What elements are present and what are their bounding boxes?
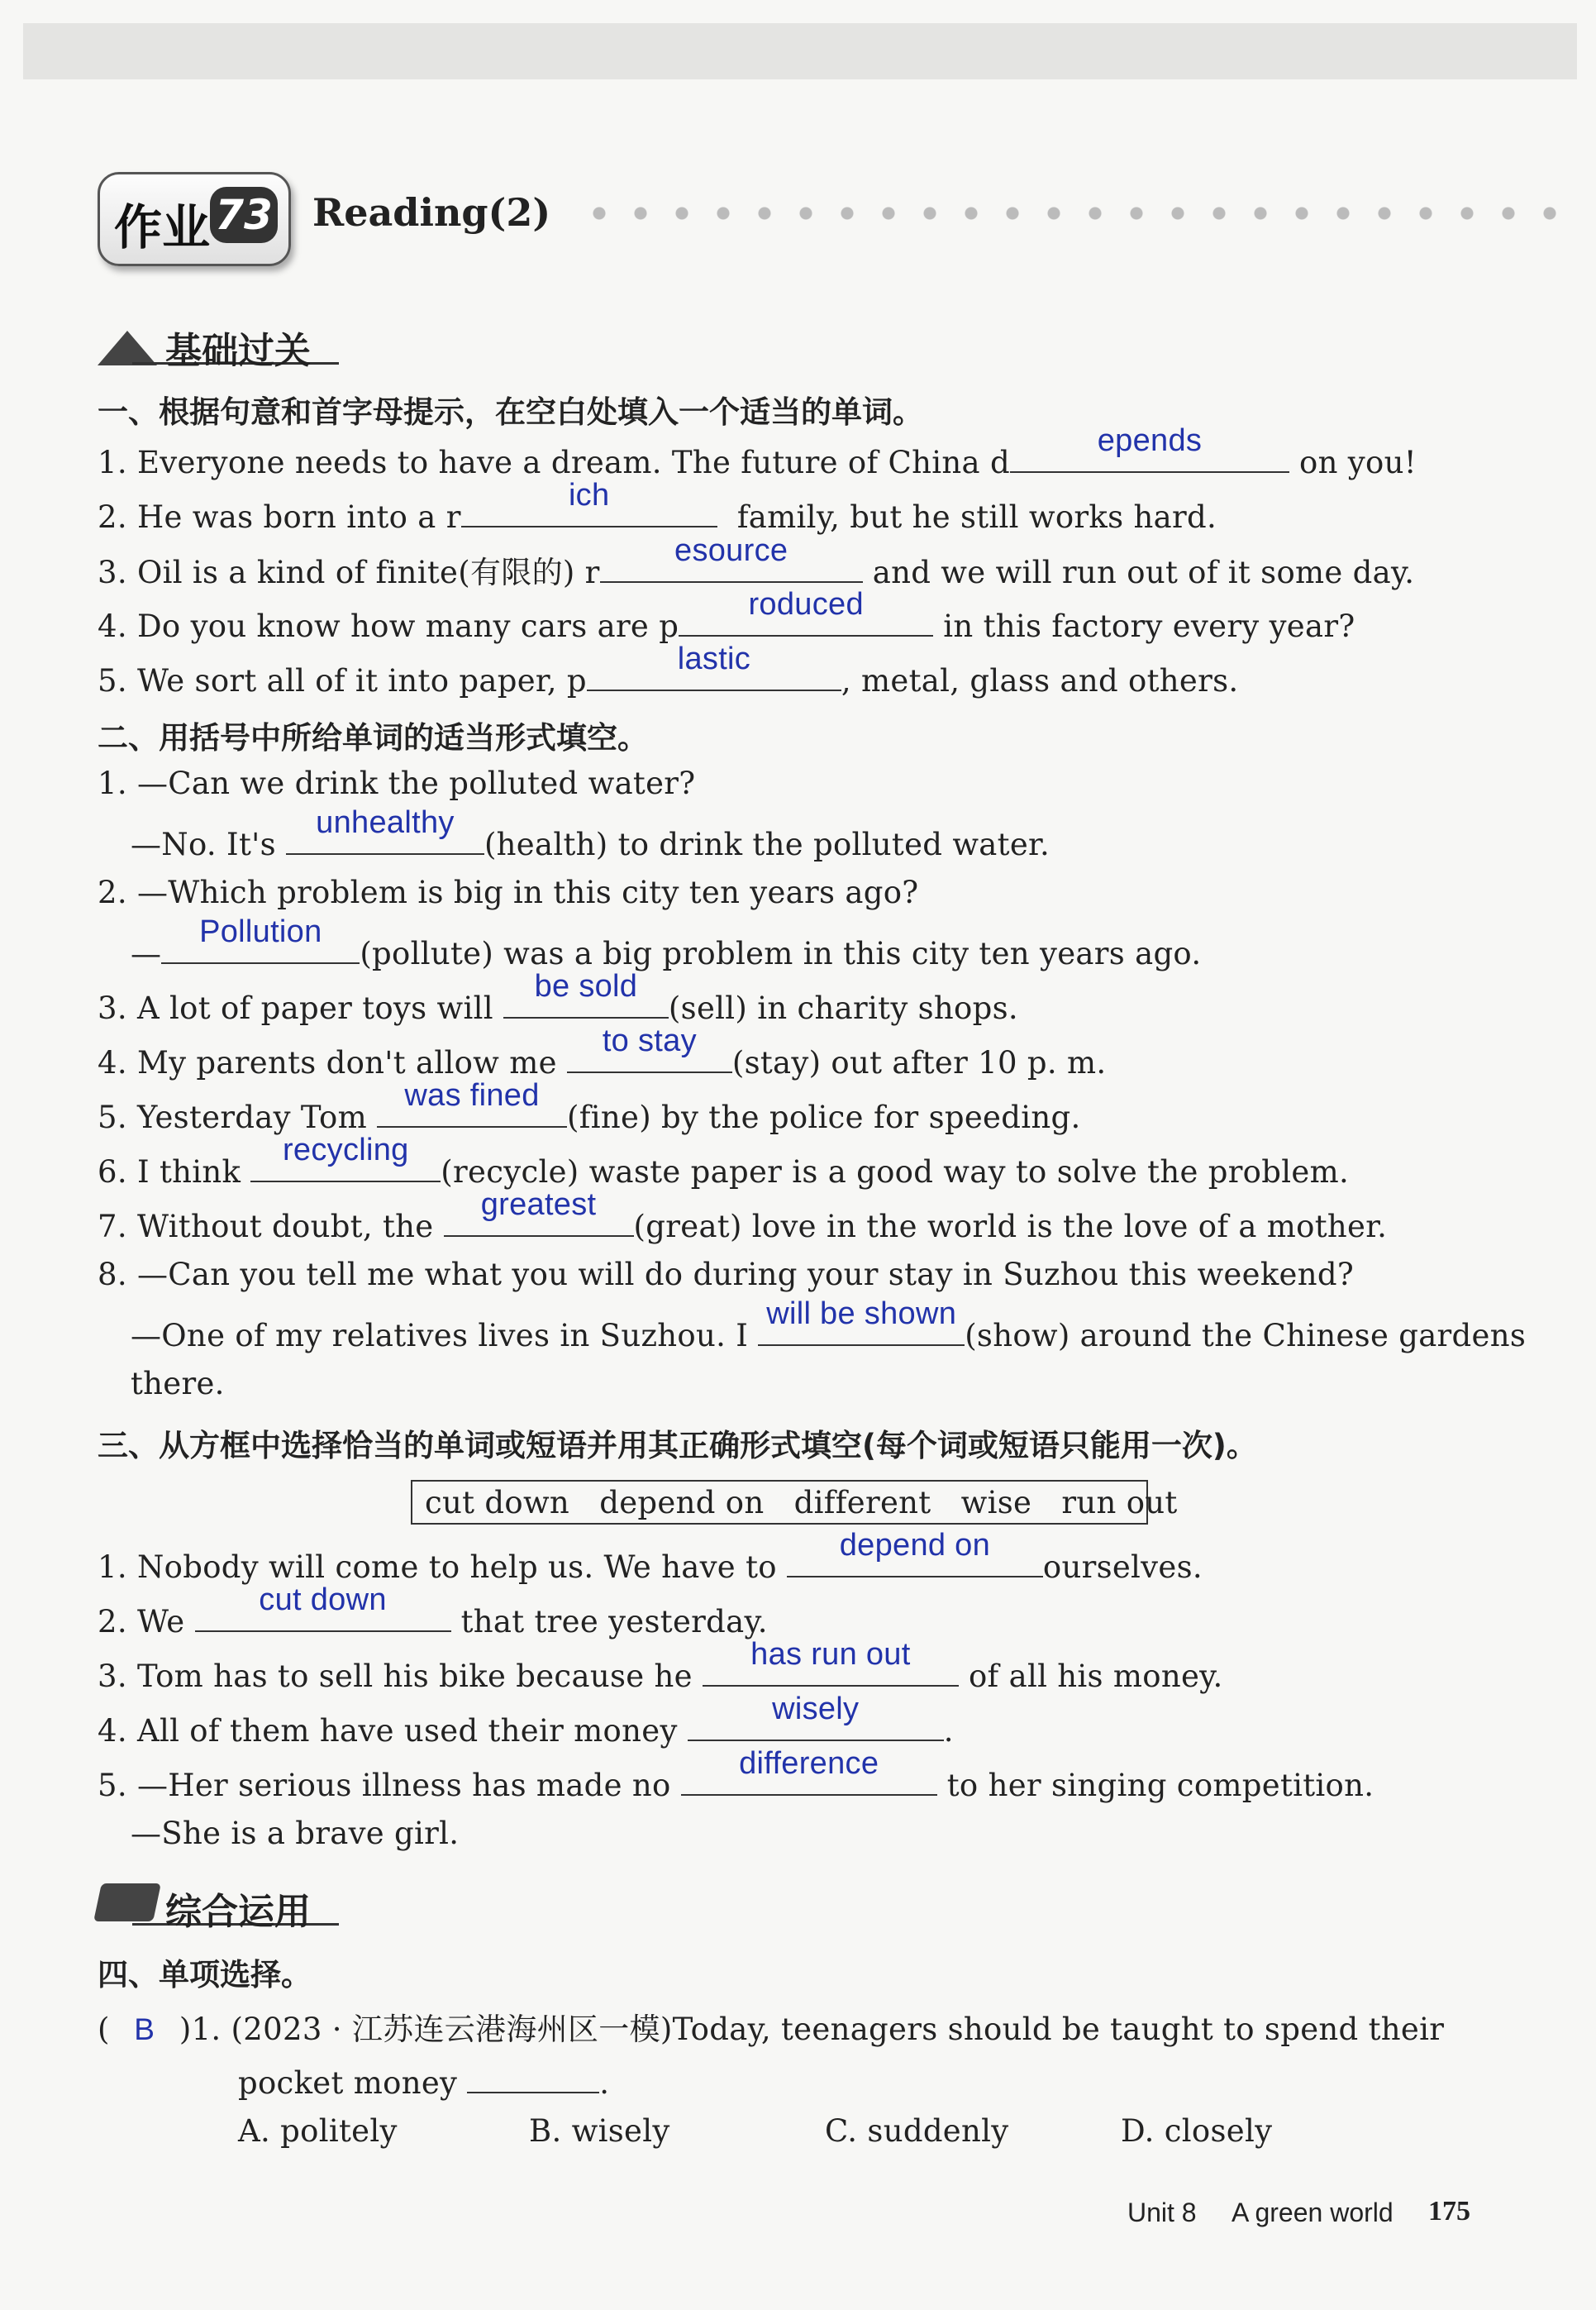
part2-item-8: —One of my relatives lives in Suzhou. I will be shown (show) around the Chinese gardens (131, 1296, 1527, 1353)
page-number: 175 (1428, 2196, 1470, 2226)
answer: Pollution (199, 914, 322, 949)
answer: be sold (534, 969, 638, 1004)
answer: unhealthy (316, 805, 455, 840)
part2-item-2: — Pollution (pollute) was a big problem in this city ten years ago. (131, 914, 1202, 971)
part2-item-6: 6. I think recycling (recycle) waste paper is a good way to solve the problem. (98, 1133, 1350, 1190)
dotted-divider (579, 207, 1570, 220)
answer: lastic (677, 642, 751, 676)
scan-top-band (23, 23, 1577, 79)
answer: recycling (282, 1133, 409, 1167)
part1-item-2: 2. He was born into a r ich family, but he still works hard. (98, 478, 1217, 535)
answer: roduced (748, 587, 864, 622)
part1-item-1: 1. Everyone needs to have a dream. The future of China d epends on you! (98, 423, 1417, 480)
part3-item-1: 1. Nobody will come to help us. We have to depend on ourselves. (98, 1528, 1203, 1585)
option-c: C. suddenly (825, 2113, 1009, 2149)
part1-heading: 一、根据句意和首字母提示，在空白处填入一个适当的单词。 (98, 394, 923, 430)
part2-item-8-tail: there. (131, 1366, 225, 1401)
answer: cut down (259, 1582, 387, 1617)
badge-label: 作业 (114, 199, 211, 255)
part3-heading: 三、从方框中选择恰当的单词或短语并用其正确形式填空(每个词或短语只能用一次)。 (98, 1428, 1257, 1463)
answer: has run out (750, 1637, 911, 1672)
answer: was fined (404, 1078, 540, 1113)
page-title: Reading(2) (312, 190, 551, 235)
section-title-comprehensive: 综合运用 (165, 1891, 311, 1933)
part3-item-5: 5. —Her serious illness has made no difference to her singing competition. (98, 1746, 1374, 1803)
part2-item-7: 7. Without doubt, the greatest (great) love in the world is the love of a mother. (98, 1187, 1388, 1244)
choice-answer: B (134, 2012, 155, 2046)
part2-item-3: 3. A lot of paper toys will be sold (sell) in charity shops. (98, 969, 1018, 1026)
part2-item-1: —No. It's unhealthy (health) to drink the polluted water. (131, 805, 1051, 862)
part4-q1-line2: pocket money . (238, 2059, 609, 2101)
answer: ich (568, 478, 610, 513)
answer: depend on (839, 1528, 991, 1563)
word-box-text: cut down depend on different wise run out (425, 1485, 1178, 1520)
answer: difference (739, 1746, 879, 1781)
section-title-basic: 基础过关 (165, 330, 311, 372)
part2-item-8-question: 8. —Can you tell me what you will do during your stay in Suzhou this weekend? (98, 1257, 1354, 1292)
badge-number: 73 (210, 187, 278, 243)
part2-item-4: 4. My parents don't allow me to stay (stay) out after 10 p. m. (98, 1024, 1107, 1081)
option-d: D. closely (1121, 2113, 1273, 2149)
part1-item-5: 5. We sort all of it into paper, p lastic , metal, glass and others. (98, 642, 1239, 699)
footer-title: A green world (1232, 2198, 1394, 2227)
part2-item-1-question: 1. —Can we drink the polluted water? (98, 766, 696, 801)
footer-unit: Unit 8 (1127, 2198, 1197, 2227)
part1-item-3: 3. Oil is a kind of finite(有限的) r esource and we will run out of it some day. (98, 533, 1415, 590)
option-a: A. politely (238, 2113, 398, 2149)
answer: to stay (602, 1024, 697, 1058)
answer: greatest (480, 1187, 597, 1222)
part3-item-3: 3. Tom has to sell his bike because he has run out of all his money. (98, 1637, 1223, 1694)
answer: will be shown (766, 1296, 957, 1331)
part3-item-5-tail: —She is a brave girl. (131, 1816, 460, 1851)
part4-heading: 四、单项选择。 (98, 1957, 312, 1993)
part3-item-2: 2. We cut down that tree yesterday. (98, 1582, 768, 1639)
part3-item-4: 4. All of them have used their money wisely . (98, 1692, 954, 1749)
answer: epends (1097, 423, 1203, 458)
part2-heading: 二、用括号中所给单词的适当形式填空。 (98, 720, 648, 756)
part2-item-2-question: 2. —Which problem is big in this city ten years ago? (98, 875, 919, 910)
part4-q1: ( B )1. (2023 · 江苏连云港海州区一模)Today, teenagers should be taught to spend their (98, 2012, 1445, 2047)
option-b: B. wisely (529, 2113, 670, 2149)
part2-item-5: 5. Yesterday Tom was fined (fine) by the police for speeding. (98, 1078, 1081, 1135)
part1-item-4: 4. Do you know how many cars are p roduced in this factory every year? (98, 587, 1355, 644)
answer: esource (674, 533, 788, 568)
answer: wisely (772, 1692, 860, 1726)
